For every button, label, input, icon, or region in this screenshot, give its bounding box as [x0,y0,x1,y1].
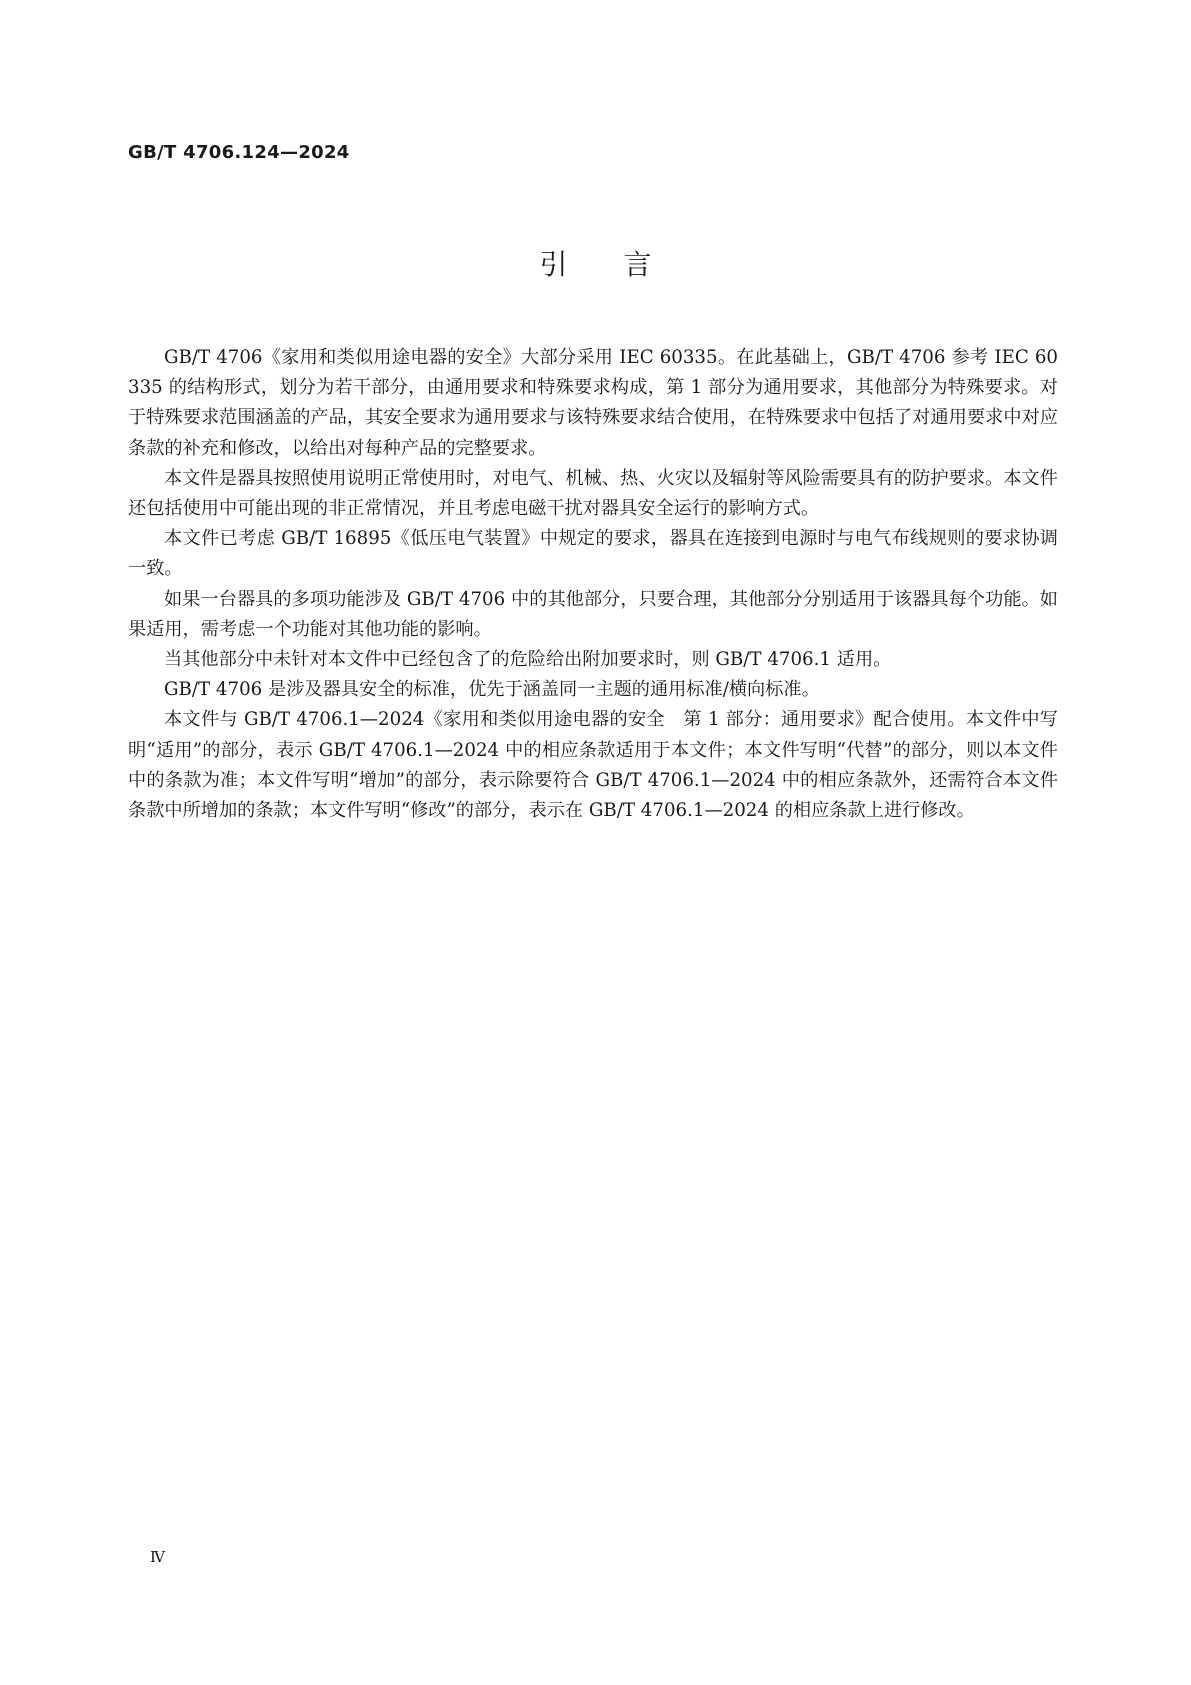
paragraph-5: 当其他部分中未针对本文件中已经包含了的危险给出附加要求时，则 GB/T 4706.1 适用。 [164,649,892,671]
paragraph-2: 本文件是器具按照使用说明正常使用时，对电气、机械、热、火灾以及辐射等风险需要具有的防护要求。本文件还包括使用中可能出现的非正常情况，并且考虑电磁干扰对器具安全运行的影响方式。 [128,467,1058,520]
introduction-body [128,343,1058,826]
paragraph-4: 如果一台器具的多项功能涉及 GB/T 4706 中的其他部分，只要合理，其他部分分别适用于该器具每个功能。如果适用，需考虑一个功能对其他功能的影响。 [128,588,1058,640]
page-title: 引言 [539,248,708,281]
paragraph-1: GB/T 4706《家用和类似用途电器的安全》大部分采用 IEC 60335。在此基础上，GB/T 4706 参考 IEC 60335 的结构形式，划分为若干部分，由通用要求和特殊要求构成，第 1 部分为通用要求，其他部分为特殊要求。对于特殊要求范围涵盖的产品，其安全要求为通用要求与该特殊要求结合使用，在特殊要求中包括了对通用要求中对应条款的补充和修改，以给出对每种产品的完整要求。 [128,347,1058,459]
paragraph-7: 本文件与 GB/T 4706.1—2024《家用和类似用途电器的安全 第 1 部分：通用要求》配合使用。本文件中写明“适用”的部分，表示 GB/T 4706.1—2024 中的相应条款适用于本文件；本文件写明“代替”的部分，则以本文件中的条款为准；本文件写明“增加”的部分，表示除要符合 GB/T 4706.1—2024 中的相应条款外，还需符合本文件条款中所增加的条款；本文件写明“修改”的部分，表示在 GB/T 4706.1—2024 的相应条款上进行修改。 [128,709,1058,822]
paragraph-6: GB/T 4706 是涉及器具安全的标准，优先于涵盖同一主题的通用标准/横向标准。 [164,679,820,701]
paragraph-3: 本文件已考虑 GB/T 16895《低压电气装置》中规定的要求，器具在连接到电源时与电气布线规则的要求协调一致。 [128,528,1058,580]
page-number: Ⅳ [150,1548,165,1566]
document-code: GB/T 4706.124—2024 [128,142,350,163]
